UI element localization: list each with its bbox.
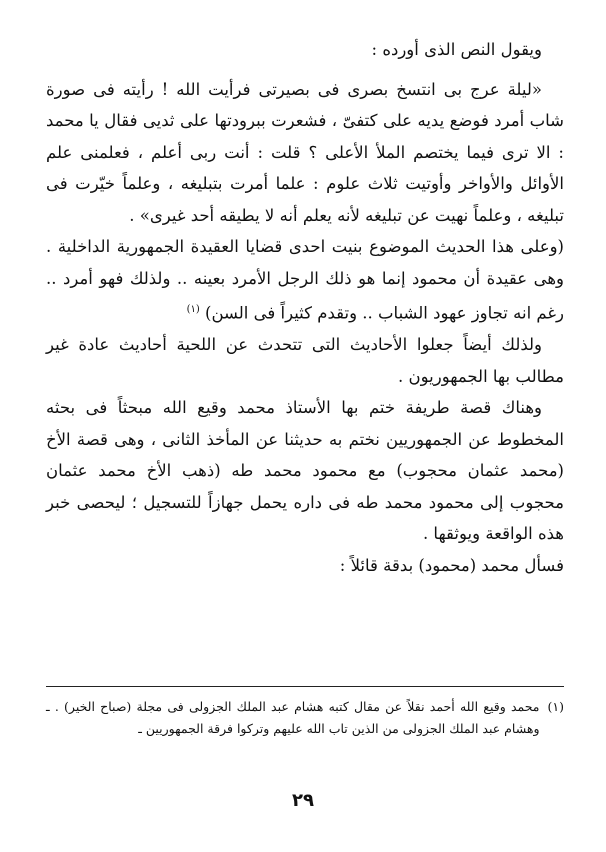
footnote-text: محمد وقيع الله أحمد نقلاً عن مقال كتبه هشام عبد الملك الجزولى فى مجلة (صباح الخير) . ـ وهشام عبد الملك الجزولى من الذين تاب الله عليهم وتركوا فرقة الجمهوريين ـ [46, 699, 540, 736]
paragraph-4: فسأل محمد (محمود) بدقة قائلاً : [339, 555, 564, 575]
footnote-number: (١) [547, 699, 564, 714]
quote-paragraph: «ليلة عرج بى انتسخ بصرى فى بصيرتى فرأيت الله ! رأيته فى صورة شاب أمرد فوضع يديه على كتفىّ ، فشعرت ببرودتها على ثديى فقال يا محمد : الا ترى فيما يختصم الملأ الأعلى ؟ قلت : أنت ربى أعلم ، فعلمنى علم الأوائل والأواخر وأوتيت ثلاث علوم : علما أمرت بتبليغه ، وعلماً خيّرت فى تبليغه ، وعلماً نهيت عن تبليغه لأنه يعلم أنه لا يطيقه أحد غيرى» . [46, 79, 564, 225]
paragraph-1 [46, 231, 564, 329]
intro-line: ويقول النص الذى أورده : [371, 40, 542, 59]
paragraph-1-text: (وعلى هذا الحديث الموضوع بنيت احدى قضايا العقيدة الجمهورية الداخلية . وهى عقيدة أن محمود إنما هو ذلك الرجل الأمرد بعينه .. ولذلك فهو أمرد .. رغم انه تجاوز عهود الشباب .. وتقدم كثيراً فى السن) [46, 237, 564, 323]
footnote [46, 696, 564, 740]
paragraph-2: ولذلك أيضاً جعلوا الأحاديث التى تتحدث عن اللحية أحاديث عادة غير مطالب بها الجمهوريون . [46, 335, 564, 386]
page-body [46, 34, 564, 581]
footnote-reference: (١) [186, 304, 200, 315]
paragraph-3: وهناك قصة طريفة ختم بها الأستاذ محمد وقيع الله مبحثاً فى بحثه المخطوط عن الجمهوريين نختم به حديثنا عن المأخذ الثانى ، وهى قصة الأخ (محمد عثمان محجوب) مع محمود محمد طه (ذهب الأخ محمد عثمان محجوب إلى محمود محمد طه فى داره يحمل جهازاً للتسجيل ؛ ليحصى خبر هذه الواقعة ويوثقها . [46, 398, 564, 543]
footnote-divider [46, 686, 564, 687]
page-number: ٢٩ [292, 790, 314, 811]
